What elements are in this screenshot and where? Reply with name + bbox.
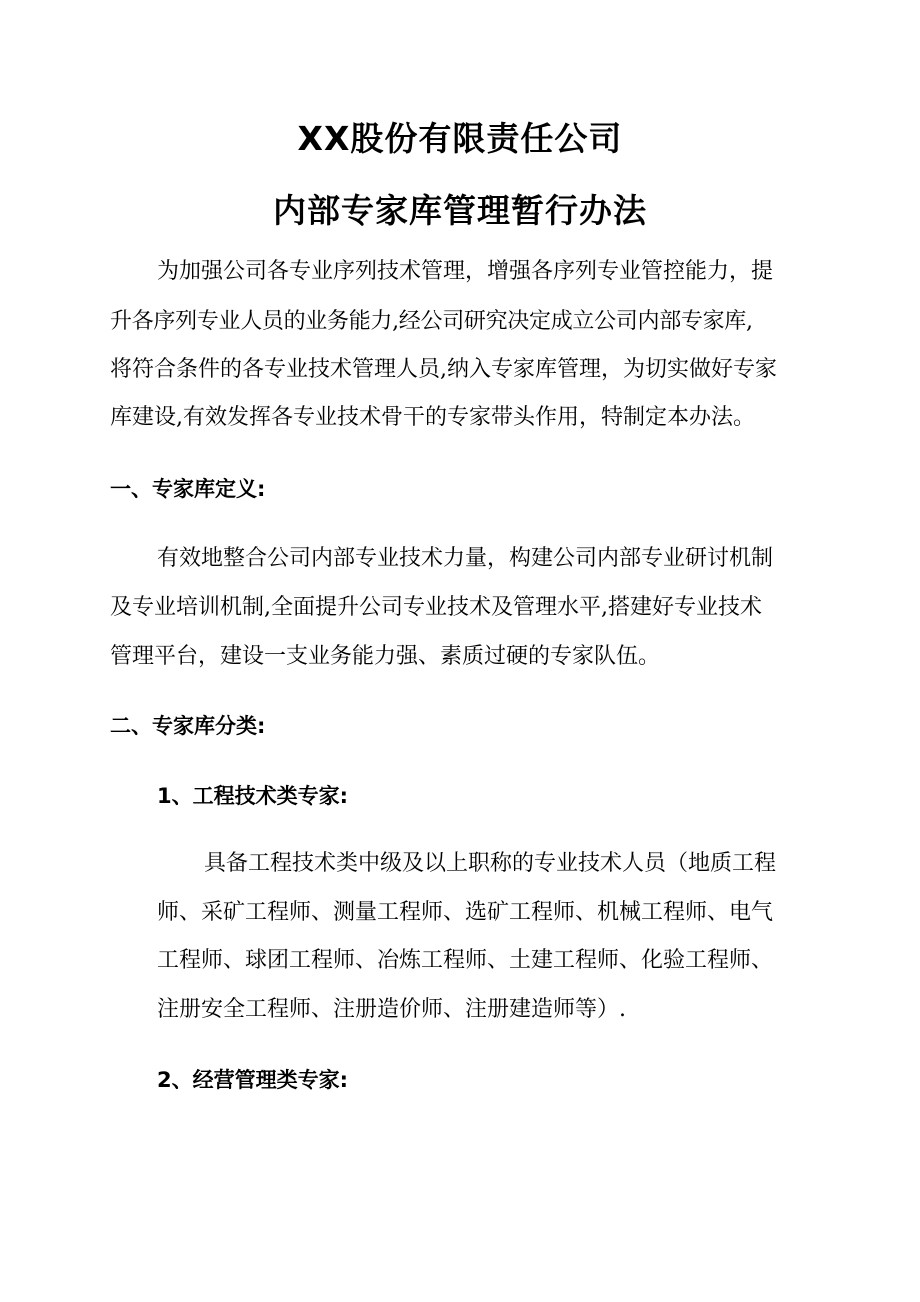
subsection-heading-engineering: 1、工程技术类专家: [157,784,349,808]
engineering-line: 注册安全工程师、注册造价师、注册建造师等）. [157,997,626,1022]
engineering-line: 具备工程技术类中级及以上职称的专业技术人员（地质工程 [204,851,777,876]
definition-line: 管理平台，建设一支业务能力强、素质过硬的专家队伍。 [110,644,661,669]
intro-line: 为加强公司各专业序列技术管理，增强各序列专业管控能力，提 [157,259,774,284]
subsection-heading-management: 2、经营管理类专家: [157,1068,349,1092]
intro-line: 库建设,有效发挥各专业技术骨干的专家带头作用，特制定本办法。 [110,405,755,430]
section-heading-definition: 一、专家库定义: [110,477,266,501]
document-title-regulation: 内部专家库管理暂行办法 [273,191,647,230]
intro-line: 升各序列专业人员的业务能力,经公司研究决定成立公司内部专家库, [110,309,753,334]
engineering-line: 工程师、球团工程师、冶炼工程师、土建工程师、化验工程师、 [157,948,774,973]
document-title-company: XX股份有限责任公司 [297,119,623,158]
definition-line: 有效地整合公司内部专业技术力量，构建公司内部专业研讨机制 [157,546,774,571]
intro-line: 将符合条件的各专业技术管理人员,纳入专家库管理，为切实做好专家 [110,357,777,382]
definition-line: 及专业培训机制,全面提升公司专业技术及管理水平,搭建好专业技术 [110,595,762,620]
engineering-line: 师、采矿工程师、测量工程师、选矿工程师、机械工程师、电气 [157,900,774,925]
section-heading-classification: 二、专家库分类: [110,714,266,738]
